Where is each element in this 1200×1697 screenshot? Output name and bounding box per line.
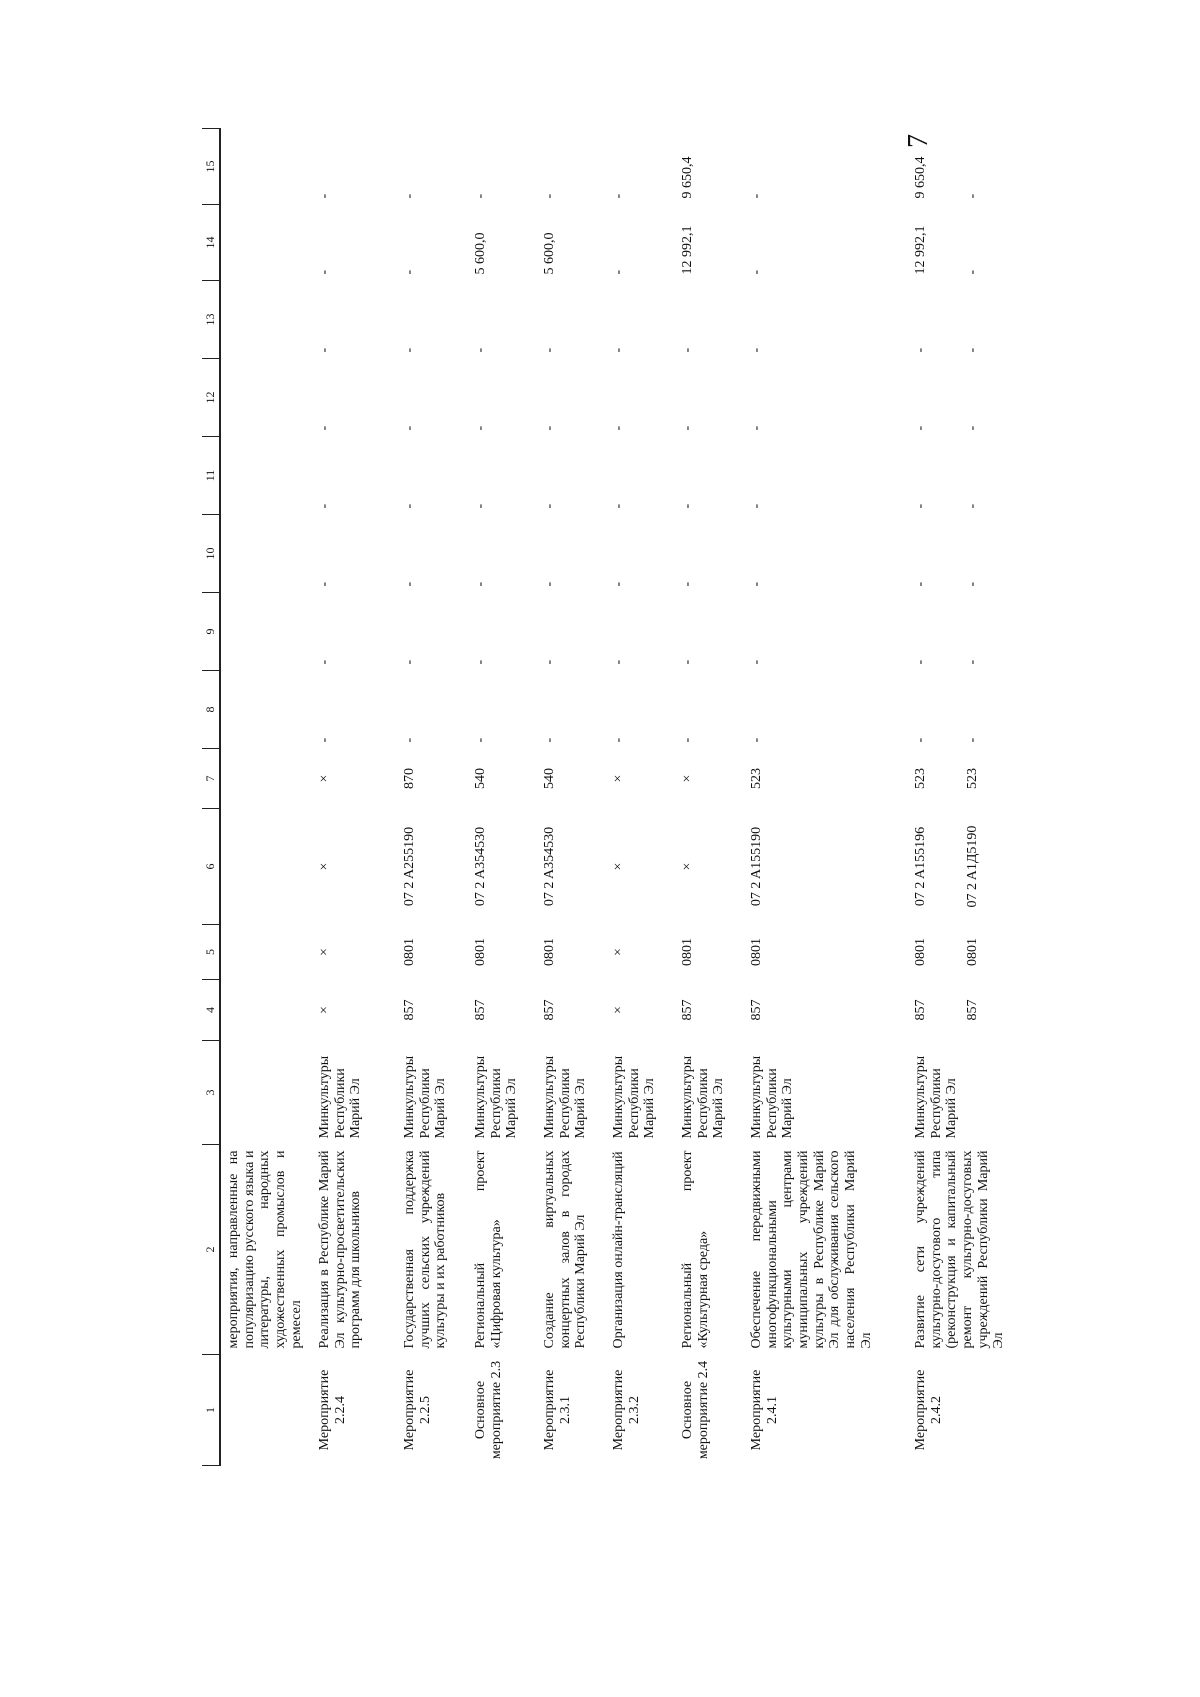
cell-section: 0801 bbox=[965, 938, 980, 966]
cell-grbs: 857 bbox=[749, 999, 764, 1021]
cell-target-article bbox=[220, 809, 312, 925]
cell-amount: 12 992,1 bbox=[680, 225, 695, 275]
cell-executor: Минкультуры Республики Марий Эл bbox=[749, 1055, 796, 1139]
cell-target-article: × bbox=[680, 862, 695, 871]
cell-amount: - bbox=[473, 581, 488, 587]
cell-section: × bbox=[611, 948, 626, 956]
cell-amount: - bbox=[542, 581, 557, 587]
col-header-15: 15 bbox=[202, 129, 220, 205]
cell-executor: Минкультуры Республики Марий Эл bbox=[473, 1055, 520, 1139]
cell-grbs: 857 bbox=[965, 999, 980, 1021]
cell-amount: - bbox=[749, 581, 764, 587]
cell-amount: - bbox=[317, 503, 332, 509]
table-row bbox=[468, 129, 537, 1466]
col-header-5: 5 bbox=[202, 925, 220, 980]
cell-code: Мероприятие 2.2.5 bbox=[402, 1369, 433, 1451]
cell-executor: Минкультуры Республики Марий Эл bbox=[317, 1055, 364, 1139]
cell-expense-type: 523 bbox=[749, 768, 764, 789]
cell-title: Региональный проект «Цифровая культура» bbox=[473, 1150, 504, 1349]
cell-amount: 9 650,4 bbox=[680, 156, 695, 199]
cell-section: × bbox=[317, 948, 332, 956]
cell-target-article: × bbox=[317, 862, 332, 871]
cell-target-article: 07 2 A354530 bbox=[473, 826, 488, 907]
cell-amount bbox=[220, 671, 312, 749]
cell-code: Мероприятие 2.2.4 bbox=[317, 1369, 348, 1451]
cell-section: 0801 bbox=[913, 938, 928, 966]
cell-title: Региональный проект «Культурная среда» bbox=[680, 1150, 711, 1349]
cell-target-article: 07 2 A354530 bbox=[542, 826, 557, 907]
cell-expense-type: 540 bbox=[473, 768, 488, 789]
cell-grbs: 857 bbox=[402, 999, 417, 1021]
col-header-11: 11 bbox=[202, 437, 220, 515]
cell-amount: - bbox=[542, 503, 557, 509]
cell-amount: - bbox=[749, 659, 764, 665]
rotated-table-wrapper bbox=[202, 129, 1007, 1466]
cell-amount: - bbox=[542, 737, 557, 743]
cell-amount: - bbox=[965, 347, 980, 353]
cell-amount: - bbox=[680, 347, 695, 353]
col-header-12: 12 bbox=[202, 359, 220, 437]
cell-amount: - bbox=[611, 659, 626, 665]
cell-expense-type: 523 bbox=[913, 768, 928, 789]
cell-amount: - bbox=[913, 503, 928, 509]
table-row bbox=[744, 129, 908, 1466]
cell-amount: - bbox=[542, 425, 557, 431]
cell-amount: - bbox=[965, 659, 980, 665]
cell-amount: 5 600,0 bbox=[542, 232, 557, 275]
table-row bbox=[312, 129, 397, 1466]
cell-executor: Минкультуры Республики Марий Эл bbox=[402, 1055, 449, 1139]
cell-section: 0801 bbox=[680, 938, 695, 966]
cell-amount: - bbox=[542, 659, 557, 665]
cell-amount: - bbox=[611, 347, 626, 353]
cell-amount: - bbox=[317, 581, 332, 587]
cell-code bbox=[220, 1355, 312, 1466]
budget-table bbox=[202, 128, 1012, 1466]
cell-amount: - bbox=[965, 503, 980, 509]
cell-code: Мероприятие 2.3.2 bbox=[611, 1369, 642, 1451]
cell-amount: - bbox=[611, 581, 626, 587]
col-header-9: 9 bbox=[202, 593, 220, 671]
cell-amount bbox=[220, 281, 312, 359]
cell-amount: - bbox=[749, 269, 764, 275]
cell-amount: - bbox=[680, 425, 695, 431]
cell-expense-type: 540 bbox=[542, 768, 557, 789]
cell-amount: 5 600,0 bbox=[473, 232, 488, 275]
cell-amount: - bbox=[611, 269, 626, 275]
cell-amount bbox=[220, 129, 312, 205]
cell-target-article: × bbox=[611, 862, 626, 871]
cell-amount: - bbox=[317, 193, 332, 199]
cell-grbs: 857 bbox=[542, 999, 557, 1021]
cell-amount: - bbox=[965, 737, 980, 743]
table-row bbox=[675, 129, 744, 1466]
cell-amount: 12 992,1 bbox=[913, 225, 928, 275]
cell-grbs bbox=[220, 980, 312, 1041]
cell-amount: - bbox=[611, 503, 626, 509]
page-number: 7 bbox=[903, 134, 934, 148]
cell-title: Государственная поддержка лучших сельских учреждений культуры и их работников bbox=[402, 1150, 449, 1349]
col-header-3: 3 bbox=[202, 1041, 220, 1145]
column-number-row bbox=[202, 129, 220, 1466]
cell-grbs: × bbox=[611, 1006, 626, 1014]
cell-amount: - bbox=[680, 737, 695, 743]
cell-amount: - bbox=[317, 737, 332, 743]
cell-amount bbox=[220, 437, 312, 515]
cell-amount: - bbox=[913, 737, 928, 743]
cell-amount: - bbox=[749, 503, 764, 509]
col-header-6: 6 bbox=[202, 809, 220, 925]
cell-amount: - bbox=[749, 737, 764, 743]
col-header-14: 14 bbox=[202, 205, 220, 281]
cell-amount: - bbox=[473, 425, 488, 431]
cell-grbs: 857 bbox=[473, 999, 488, 1021]
cell-amount: - bbox=[473, 347, 488, 353]
cell-amount: - bbox=[473, 193, 488, 199]
cell-amount: - bbox=[611, 193, 626, 199]
cell-title: Реализация в Республике Марий Эл культурно-просветительских программ для школьников bbox=[317, 1150, 364, 1349]
cell-amount: - bbox=[473, 659, 488, 665]
cell-amount: - bbox=[965, 269, 980, 275]
cell-code: Мероприятие 2.4.2 bbox=[913, 1369, 944, 1451]
cell-expense-type: × bbox=[680, 774, 695, 783]
cell-section: 0801 bbox=[749, 938, 764, 966]
cell-amount: - bbox=[402, 269, 417, 275]
cell-section: 0801 bbox=[402, 938, 417, 966]
cell-executor: Минкультуры Республики Марий Эл bbox=[611, 1055, 658, 1139]
cell-amount: - bbox=[402, 425, 417, 431]
table-row bbox=[606, 129, 675, 1466]
cell-amount: - bbox=[913, 581, 928, 587]
cell-amount: - bbox=[611, 737, 626, 743]
cell-target-article: 07 2 A255190 bbox=[402, 826, 417, 907]
cell-title: Создание виртуальных концертных залов в городах Республики Марий Эл bbox=[542, 1150, 589, 1349]
cell-amount: 9 650,4 bbox=[913, 156, 928, 199]
cell-section: 0801 bbox=[473, 938, 488, 966]
cell-amount: - bbox=[317, 425, 332, 431]
cell-amount bbox=[220, 359, 312, 437]
cell-title: Обеспечение передвижными многофункциональными культурными центрами муниципальных учреждений культуры в Республике Марий Эл для обслуживания сельского населения Республики Марий Эл bbox=[749, 1150, 874, 1349]
cell-amount: - bbox=[749, 425, 764, 431]
cell-amount: - bbox=[402, 347, 417, 353]
cell-amount: - bbox=[473, 503, 488, 509]
cell-code: Мероприятие 2.3.1 bbox=[542, 1369, 573, 1451]
cell-amount: - bbox=[317, 347, 332, 353]
cell-expense-type: 870 bbox=[402, 768, 417, 789]
cell-amount: - bbox=[680, 581, 695, 587]
cell-amount: - bbox=[749, 193, 764, 199]
col-header-1: 1 bbox=[202, 1355, 220, 1466]
cell-expense-type: 523 bbox=[965, 768, 980, 789]
cell-amount: - bbox=[965, 425, 980, 431]
cell-executor bbox=[220, 1041, 312, 1145]
cell-executor: Минкультуры Республики Марий Эл bbox=[680, 1055, 727, 1139]
cell-grbs: × bbox=[317, 1006, 332, 1014]
cell-amount bbox=[220, 515, 312, 593]
cell-amount: - bbox=[402, 581, 417, 587]
table-row bbox=[537, 129, 606, 1466]
cell-title: Организация онлайн-трансляций bbox=[611, 1151, 626, 1349]
cell-amount: - bbox=[402, 193, 417, 199]
cell-expense-type: × bbox=[611, 774, 626, 783]
cell-target-article: 07 2 A155190 bbox=[749, 826, 764, 907]
cell-section: 0801 bbox=[542, 938, 557, 966]
cell-grbs: 857 bbox=[680, 999, 695, 1021]
cell-amount: - bbox=[473, 737, 488, 743]
cell-grbs: 857 bbox=[913, 999, 928, 1021]
col-header-13: 13 bbox=[202, 281, 220, 359]
cell-amount: - bbox=[913, 347, 928, 353]
cell-amount: - bbox=[965, 581, 980, 587]
cell-amount: - bbox=[680, 503, 695, 509]
col-header-4: 4 bbox=[202, 980, 220, 1041]
col-header-2: 2 bbox=[202, 1145, 220, 1355]
cell-amount: - bbox=[965, 193, 980, 199]
col-header-8: 8 bbox=[202, 671, 220, 749]
cell-title: мероприятия, направленные на популяризацию русского языка и литературы, народных художественных промыслов и ремесел bbox=[226, 1150, 304, 1349]
cell-amount: - bbox=[611, 425, 626, 431]
table-row bbox=[397, 129, 468, 1466]
cell-target-article: 07 2 A155196 bbox=[913, 826, 928, 907]
cell-amount: - bbox=[317, 659, 332, 665]
cell-amount: - bbox=[680, 659, 695, 665]
cell-amount: - bbox=[913, 659, 928, 665]
cell-title: Развитие сети учреждений культурно-досугового типа (реконструкция и капитальный ремонт культурно-досуговых учреждений Республики Марий Эл bbox=[913, 1150, 1007, 1349]
cell-code: Мероприятие 2.4.1 bbox=[749, 1369, 780, 1451]
cell-amount: - bbox=[402, 659, 417, 665]
cell-amount: - bbox=[402, 503, 417, 509]
cell-amount: - bbox=[542, 193, 557, 199]
table-row bbox=[908, 129, 960, 1466]
col-header-10: 10 bbox=[202, 515, 220, 593]
cell-executor: Минкультуры Республики Марий Эл bbox=[542, 1055, 589, 1139]
cell-amount bbox=[220, 593, 312, 671]
cell-expense-type bbox=[220, 749, 312, 809]
cell-target-article: 07 2 A1Д5190 bbox=[965, 825, 980, 908]
col-header-7: 7 bbox=[202, 749, 220, 809]
cell-amount: - bbox=[317, 269, 332, 275]
cell-expense-type: × bbox=[317, 774, 332, 783]
cell-code: Основное мероприятие 2.4 bbox=[680, 1360, 711, 1460]
cell-code: Основное мероприятие 2.3 bbox=[473, 1360, 504, 1460]
cell-section bbox=[220, 925, 312, 980]
table-row bbox=[220, 129, 312, 1466]
cell-executor: Минкультуры Республики Марий Эл bbox=[913, 1055, 960, 1139]
cell-amount: - bbox=[402, 737, 417, 743]
cell-amount: - bbox=[542, 347, 557, 353]
cell-amount: - bbox=[749, 347, 764, 353]
cell-amount bbox=[220, 205, 312, 281]
cell-amount: - bbox=[913, 425, 928, 431]
